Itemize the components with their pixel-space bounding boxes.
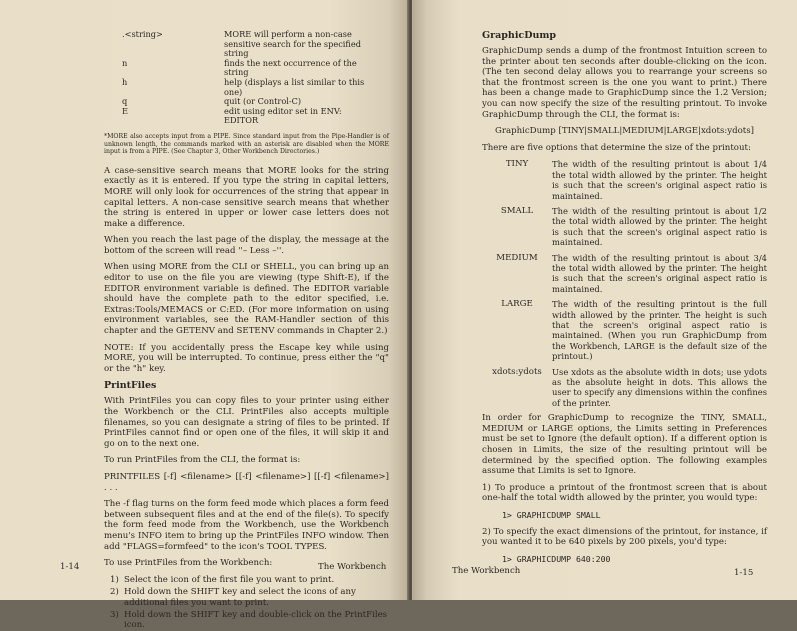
option-description: edit using editor set in ENV: EDITOR [224, 105, 342, 126]
step-item [110, 575, 389, 585]
size-option-key: xdots:ydots [492, 366, 542, 377]
option-key: .<string> [122, 29, 163, 39]
example-1-text: 1) To produce a printout of the frontmost screen that is about one-half the total width allowed by the printer, you would type: [482, 482, 767, 504]
page-number-right: 1-15 [734, 568, 754, 578]
size-option-description: The width of the resulting printout is about 3/4 the total width allowed by the printer. The height is such that the screen's original aspect ratio is maintained. [552, 252, 767, 294]
option-description: help (displays a list similar to this one) [224, 76, 365, 97]
size-option-key: TINY [505, 159, 529, 170]
size-option-row [482, 367, 767, 409]
size-option-row [482, 206, 767, 248]
option-description: quit (or Control-C) [224, 96, 302, 107]
option-row [104, 107, 389, 126]
step-item [110, 587, 389, 608]
paragraph-printfiles-intro: With PrintFiles you can copy files to your printer using either the Workbench or the CLI. PrintFiles also accepts multiple filenames, so you can designate a string of files to be printed. If PrintFiles cannot find or open one of the files, it will skip it and go on to the next one. [104, 396, 389, 449]
paragraph-size-options-intro: There are five options that determine the size of the printout: [482, 142, 751, 153]
paragraph-formfeed: The -f flag turns on the form feed mode which places a form feed between subsequent files and at the end of the file(s). To specify the form feed mode from the Workbench, use the Workbench menu's INFO item to bring up the PrintFiles INFO window. Then add "FLAGS=formfeed" to the icon's TOOL TYPES. [104, 499, 389, 552]
footnote: *MORE also accepts input from a PIPE. Since standard input from the Pipe-Handler is of unknown length, the commands marked with an asterisk are disabled when the MORE input is from a PIPE. (See Chapter 3, Other Workbench Directories.) [104, 132, 389, 156]
step-number: 2) [110, 587, 119, 598]
section-heading-graphicdump: GraphicDump [482, 30, 557, 41]
more-options-table [104, 30, 389, 126]
option-key: n [122, 57, 128, 68]
option-description: MORE will perform a non-case sensitive search for the specified string [224, 29, 361, 59]
printfiles-steps [110, 575, 389, 631]
right-page [412, 0, 797, 600]
footer-title-right: The Workbench [452, 566, 521, 576]
step-text: Hold down the SHIFT key and double-click on the PrintFiles icon. [124, 609, 388, 631]
paragraph-note: NOTE: If you accidentally press the Escape key while using MORE, you will be interrupted. To continue, press either the "q" or the "h" key. [104, 342, 389, 374]
paragraph-editor: When using MORE from the CLI or SHELL, you can bring up an editor to use on the file you are viewing (type Shift-E), if the EDITOR environment variable is defined. The EDITOR variable should have the complete path to the editor specified, i.e. Extras:Tools/MEMACS or C:ED. (For more information on using environment variables, see the RAM-Handler section of this chapter and the GETENV and SETENV commands in Chapter 2.) [104, 262, 389, 337]
size-option-row [482, 159, 767, 201]
footer-title-left: The Workbench [318, 562, 387, 572]
paragraph-cli-format-intro: To run PrintFiles from the CLI, the format is: [104, 455, 301, 466]
section-heading-printfiles: PrintFiles [104, 380, 157, 392]
size-option-row [482, 299, 767, 361]
example-1-command: 1> GRAPHICDUMP SMALL [502, 510, 601, 521]
step-text: Select the icon of the first file you want to print. [124, 574, 335, 585]
size-option-key: SMALL [500, 205, 534, 216]
size-option-row [482, 253, 767, 295]
paragraph-last-page: When you reach the last page of the display, the message at the bottom of the screen will read ''– Less –''. [104, 235, 389, 256]
option-row [104, 78, 389, 97]
step-text: Hold down the SHIFT key and select the icons of any additional files you want to print. [124, 587, 356, 608]
size-option-description: The width of the resulting printout is about 1/4 the total width allowed by the printer. The height is such that the screen's original aspect ratio is maintained. [552, 159, 767, 201]
paragraph-graphicdump-intro: GraphicDump sends a dump of the frontmost Intuition screen to the printer about ten seconds after double-clicking on the icon. (The ten second delay allows you to rearrange your screens so that the frontmost screen is the one you want to print.) There has been a change made to GraphicDump since the 1.2 Version; you can now specify the size of the resulting printout. To invoke GraphicDump through the CLI, the format is: [482, 46, 767, 120]
size-option-description: The width of the resulting printout is about 1/2 the total width allowed by the printer. The height is such that the screen's original aspect ratio is maintained. [552, 205, 767, 248]
step-item [110, 610, 389, 631]
option-description: finds the next occurrence of the string [224, 57, 357, 78]
graphicdump-format: GraphicDump [TINY|SMALL|MEDIUM|LARGE|xdots:ydots] [494, 126, 754, 137]
step-number: 1) [110, 574, 119, 585]
size-option-description: The width of the resulting printout is the full width allowed by the printer. The height is such that the screen's original aspect ratio is maintained. (When you run GraphicDump from the Workbench, LARGE is the default size of the printout.) [552, 299, 767, 362]
paragraph-case-sensitive: A case-sensitive search means that MORE looks for the string exactly as it is entered. If you type the string in capital letters, MORE will only look for occurrences of the string that appear in capital letters. A non-case sensitive search means that whether the string is entered in upper or lower case letters does not make a difference. [104, 165, 389, 229]
paragraph-limits: In order for GraphicDump to recognize the TINY, SMALL, MEDIUM or LARGE options, the Limits setting in Preferences must be set to Ignore (the default option). If a different option is chosen in Limits, the size of the resulting printout will be determined by the specified option. The following examples assume that Limits is set to Ignore. [482, 413, 767, 477]
option-key: h [122, 76, 128, 87]
printfiles-format: PRINTFILES [-f] <filename> [[-f] <filename>] [[-f] <filename>] . . . [104, 471, 389, 493]
step-number: 3) [110, 609, 119, 620]
example-2-text: 2) To specify the exact dimensions of the printout, for instance, if you wanted it to be 640 pixels by 200 pixels, you'd type: [482, 526, 767, 548]
option-row [104, 30, 389, 59]
paragraph-workbench-intro: To use PrintFiles from the Workbench: [104, 558, 273, 569]
option-key: q [122, 96, 128, 107]
option-row [104, 59, 389, 78]
example-2-command: 1> GRAPHICDUMP 640:200 [502, 553, 611, 564]
size-option-key: MEDIUM [496, 252, 538, 263]
size-option-description: Use xdots as the absolute width in dots; use ydots as the absolute height in dots. This allows the user to specify any dimensions within the confines of the printer. [552, 366, 767, 408]
page-number-left: 1-14 [60, 562, 80, 572]
size-option-key: LARGE [501, 299, 533, 310]
size-options-table [482, 159, 767, 408]
option-key: E [122, 105, 128, 116]
